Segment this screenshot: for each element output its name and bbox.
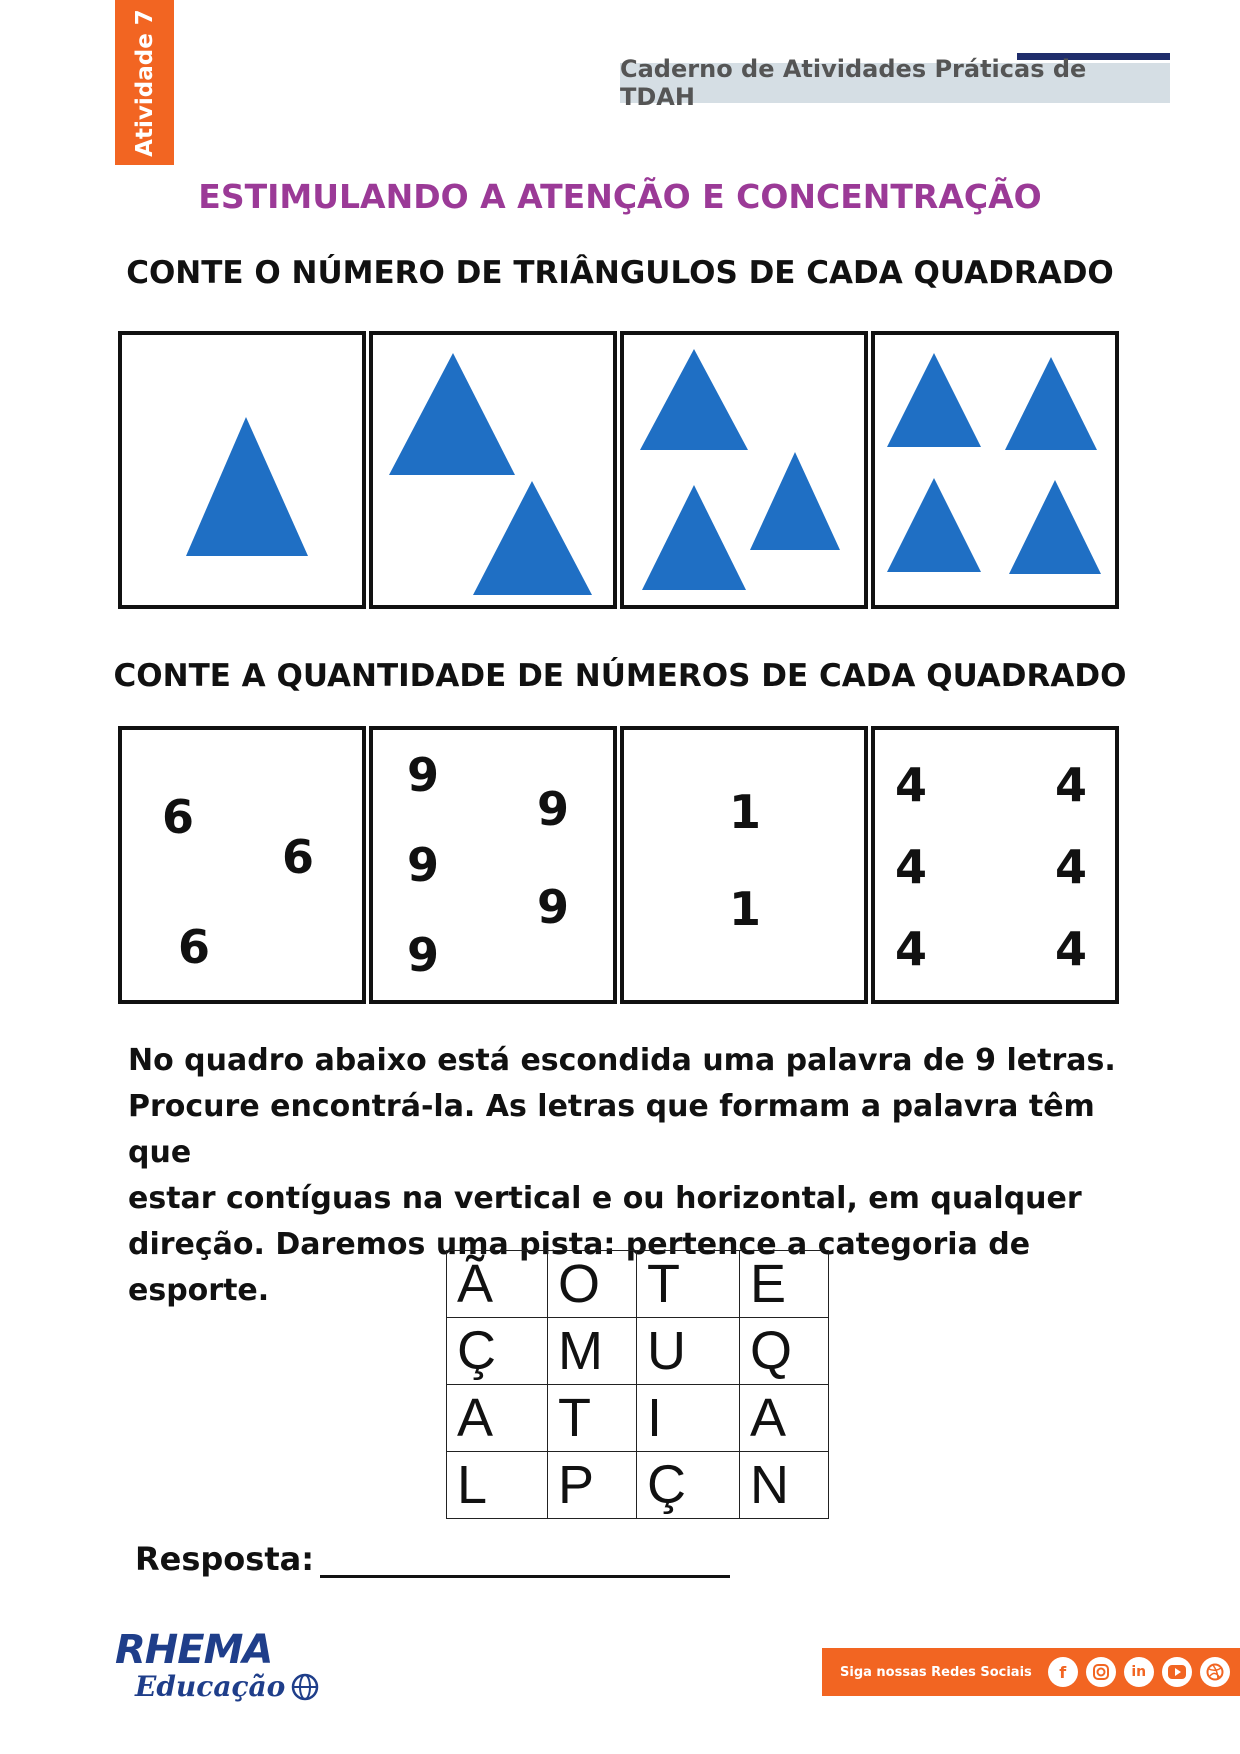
answer-label: Resposta: (135, 1540, 315, 1578)
letter-cell: L (447, 1452, 548, 1519)
instructions-line: direção. Daremos uma pista: pertence a categoria de esporte. (128, 1227, 1031, 1308)
number-panel-2 (369, 726, 617, 1004)
answer-area (135, 1540, 730, 1578)
letter-cell: T (548, 1385, 637, 1452)
number: 4 (1055, 922, 1088, 976)
number: 9 (407, 928, 440, 982)
number: 6 (178, 920, 211, 974)
activity-tab-label: Atividade 7 (131, 8, 158, 157)
number: 1 (729, 882, 762, 936)
number-panels (118, 726, 1119, 1004)
letter-cell: Ã (447, 1251, 548, 1318)
social-bar (822, 1648, 1240, 1696)
number: 9 (407, 838, 440, 892)
linkedin-icon[interactable]: in (1124, 1657, 1154, 1687)
number: 6 (162, 790, 195, 844)
answer-input-line[interactable] (320, 1545, 730, 1578)
triangle-panel-3-svg (624, 335, 864, 605)
letter-cell: P (548, 1452, 637, 1519)
triangle (887, 478, 981, 572)
triangle (473, 481, 592, 595)
letter-cell: A (447, 1385, 548, 1452)
triangle (389, 353, 515, 475)
number: 9 (537, 880, 570, 934)
dribbble-icon[interactable] (1200, 1657, 1230, 1687)
letter-cell: Ç (447, 1318, 548, 1385)
triangle (186, 417, 308, 556)
triangle (750, 452, 840, 550)
main-title: ESTIMULANDO A ATENÇÃO E CONCENTRAÇÃO (198, 177, 1042, 216)
number: 4 (895, 922, 928, 976)
number: 4 (1055, 758, 1088, 812)
triangle-panel-4-svg (875, 335, 1115, 605)
letter-grid-row (447, 1318, 829, 1385)
activity-tab (115, 0, 174, 165)
numbers-heading: CONTE A QUANTIDADE DE NÚMEROS DE CADA QUADRADO (113, 658, 1127, 694)
triangle-panel-4 (871, 331, 1119, 609)
instructions-line: Procure encontrá-la. As letras que formam a palavra têm que (128, 1089, 1095, 1170)
logo-sub-text: Educação (135, 1670, 286, 1703)
triangle (1009, 480, 1101, 574)
letter-cell: M (548, 1318, 637, 1385)
letter-grid-row (447, 1385, 829, 1452)
triangles-heading: CONTE O NÚMERO DE TRIÂNGULOS DE CADA QUADRADO (126, 255, 1114, 291)
number: 6 (282, 830, 315, 884)
social-label: Siga nossas Redes Sociais (840, 1664, 1032, 1680)
rhema-logo (115, 1627, 319, 1703)
triangle (642, 485, 746, 590)
triangle-panel-2-svg (373, 335, 613, 605)
number-panel-3 (620, 726, 868, 1004)
triangle-panel-1-svg (122, 335, 362, 605)
number: 4 (1055, 840, 1088, 894)
letter-cell: Ç (637, 1452, 740, 1519)
youtube-icon[interactable] (1162, 1657, 1192, 1687)
number: 1 (729, 785, 762, 839)
instagram-icon[interactable] (1086, 1657, 1116, 1687)
header-title: Caderno de Atividades Práticas de TDAH (620, 55, 1087, 111)
triangle-panel-3 (620, 331, 868, 609)
letter-grid-row (447, 1251, 829, 1318)
letter-grid (446, 1250, 829, 1519)
letter-cell: T (637, 1251, 740, 1318)
letter-cell: O (548, 1251, 637, 1318)
number: 4 (895, 840, 928, 894)
letter-grid-row (447, 1452, 829, 1519)
number-panel-1 (118, 726, 366, 1004)
letter-cell: U (637, 1318, 740, 1385)
instructions-line: estar contíguas na vertical e ou horizontal, em qualquer (128, 1181, 1082, 1216)
instructions-line: No quadro abaixo está escondida uma palavra de 9 letras. (128, 1043, 1116, 1078)
letter-cell: I (637, 1385, 740, 1452)
logo-sub (135, 1670, 319, 1703)
globe-icon (291, 1673, 319, 1701)
triangle (1005, 357, 1097, 450)
letter-cell: N (740, 1452, 829, 1519)
letter-cell: E (740, 1251, 829, 1318)
triangle (640, 349, 748, 450)
triangle-panel-2 (369, 331, 617, 609)
triangle (887, 353, 981, 447)
number: 4 (895, 758, 928, 812)
letter-cell: Q (740, 1318, 829, 1385)
number: 9 (407, 748, 440, 802)
triangle-panel-1 (118, 331, 366, 609)
number: 9 (537, 782, 570, 836)
header-title-bar (620, 55, 1170, 111)
facebook-icon[interactable]: f (1048, 1657, 1078, 1687)
logo-brand: RHEMA (115, 1627, 273, 1673)
number-panel-4 (871, 726, 1119, 1004)
triangle-panels (118, 331, 1119, 609)
letter-cell: A (740, 1385, 829, 1452)
